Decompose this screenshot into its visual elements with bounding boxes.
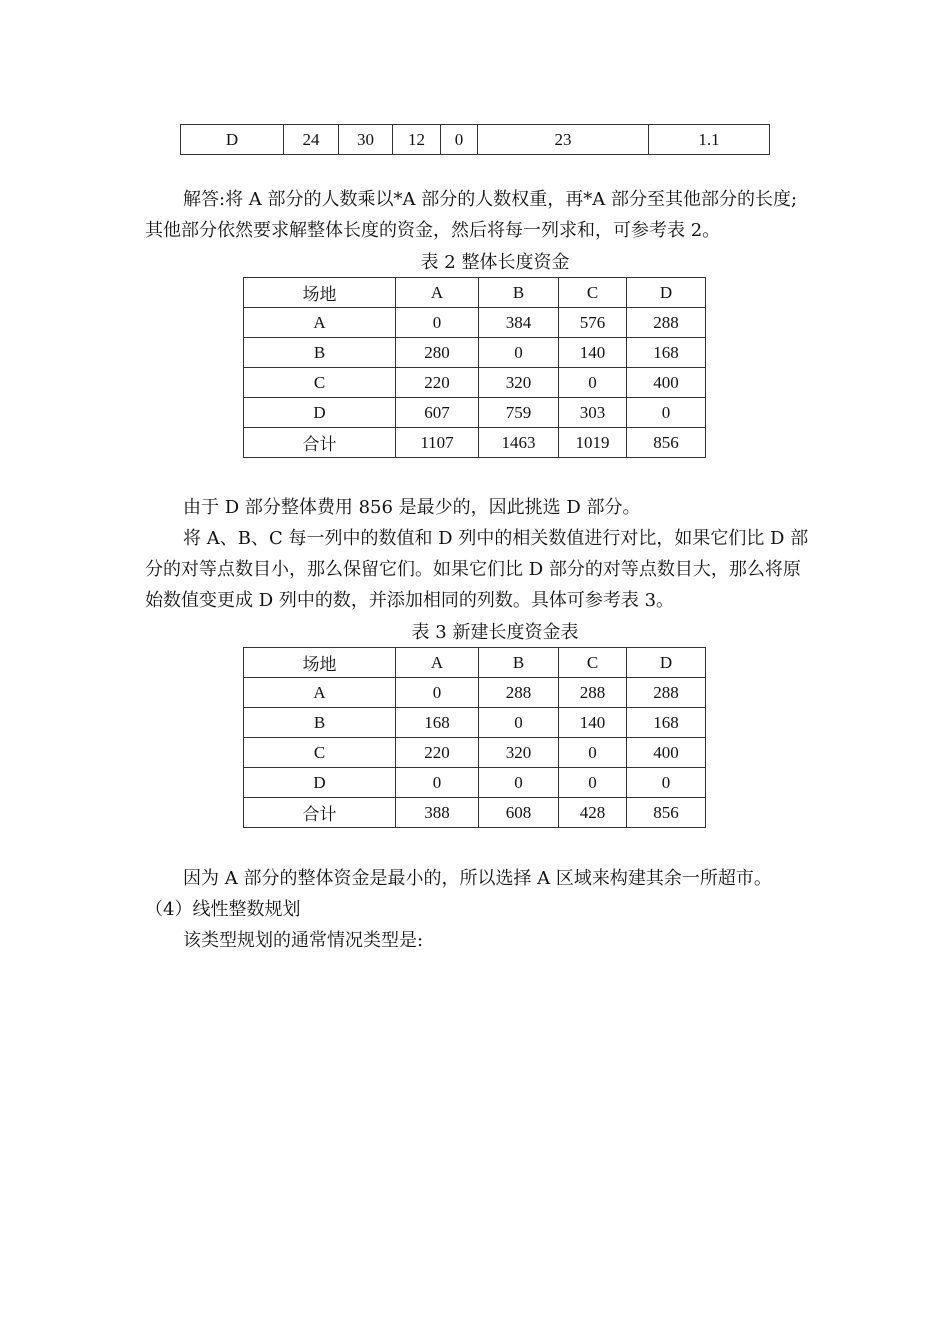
paragraph-type: 该类型规划的通常情况类型是: (183, 930, 424, 951)
table-header-cell: 场地 (244, 278, 396, 308)
table-cell: A (244, 308, 396, 338)
table-cell: 23 (478, 125, 649, 155)
table-row (244, 708, 706, 738)
table-cell: 576 (559, 308, 627, 338)
table-cell: 12 (393, 125, 441, 155)
paragraph-answer: 解答:将 A 部分的人数乘以*A 部分的人数权重，再*A 部分至其他部分的长度; 其他部分依然要求解整体长度的资金，然后将每一列求和，可参考表 2。 (145, 189, 798, 241)
table-header-cell: B (479, 278, 559, 308)
table-cell: 合计 (244, 798, 396, 828)
table-cell: 320 (479, 368, 559, 398)
table-cell: 608 (479, 798, 559, 828)
table-header-cell: C (559, 648, 627, 678)
paragraph-choose-a: 因为 A 部分的整体资金是最小的，所以选择 A 区域来构建其余一所超市。 (183, 868, 772, 889)
table-row (244, 338, 706, 368)
table-row (244, 308, 706, 338)
table-cell: 400 (627, 738, 706, 768)
table-row (244, 798, 706, 828)
table-cell: B (244, 708, 396, 738)
table-cell: B (244, 338, 396, 368)
table-cell: 288 (627, 678, 706, 708)
table-cell: 合计 (244, 428, 396, 458)
table-cell: D (181, 125, 284, 155)
table-row (244, 738, 706, 768)
paragraph-choose-d: 由于 D 部分整体费用 856 是最少的，因此挑选 D 部分。 (183, 497, 641, 518)
table-cell: 0 (396, 308, 479, 338)
table-row (244, 428, 706, 458)
table-cell: 168 (627, 708, 706, 738)
table-cell: 1019 (559, 428, 627, 458)
table-cell: C (244, 368, 396, 398)
table-cell: 30 (339, 125, 393, 155)
table-row (244, 398, 706, 428)
table-cell: 0 (559, 768, 627, 798)
table-header-cell: C (559, 278, 627, 308)
table-cell: A (244, 678, 396, 708)
section-heading: （4）线性整数规划 (145, 899, 301, 920)
table-cell: 303 (559, 398, 627, 428)
table-cell: 288 (559, 678, 627, 708)
table-cell: 140 (559, 338, 627, 368)
table-cell: 0 (559, 738, 627, 768)
table-cell: 1.1 (649, 125, 770, 155)
table-cell: 607 (396, 398, 479, 428)
table-header-cell: B (479, 648, 559, 678)
top-table (180, 124, 770, 155)
table-cell: 168 (627, 338, 706, 368)
table-cell: 0 (396, 768, 479, 798)
table-header-row (244, 648, 706, 678)
table-header-cell: 场地 (244, 648, 396, 678)
table-cell: 288 (479, 678, 559, 708)
table-row (244, 368, 706, 398)
table-cell: 0 (479, 708, 559, 738)
table-cell: 0 (627, 768, 706, 798)
table-cell: D (244, 398, 396, 428)
table-cell: 140 (559, 708, 627, 738)
table-row (244, 678, 706, 708)
table-cell: 0 (396, 678, 479, 708)
table-header-cell: A (396, 278, 479, 308)
table-cell: 220 (396, 738, 479, 768)
table2 (243, 277, 706, 458)
table-cell: 856 (627, 428, 706, 458)
table-cell: 759 (479, 398, 559, 428)
table-cell: 384 (479, 308, 559, 338)
table-cell: C (244, 738, 396, 768)
table-cell: 0 (479, 338, 559, 368)
table-header-row (244, 278, 706, 308)
table-cell: 400 (627, 368, 706, 398)
table3-caption: 表 3 新建长度资金表 (411, 622, 579, 643)
table-cell: 168 (396, 708, 479, 738)
table-cell: 1107 (396, 428, 479, 458)
table-cell: 280 (396, 338, 479, 368)
table-cell: 0 (627, 398, 706, 428)
table-cell: 1463 (479, 428, 559, 458)
table-header-cell: A (396, 648, 479, 678)
table-cell: 0 (441, 125, 478, 155)
table-header-cell: D (627, 648, 706, 678)
table-cell: 388 (396, 798, 479, 828)
table-cell: 428 (559, 798, 627, 828)
table-cell: D (244, 768, 396, 798)
table-row (244, 768, 706, 798)
table-cell: 288 (627, 308, 706, 338)
table-cell: 24 (284, 125, 339, 155)
table3 (243, 647, 706, 828)
table-cell: 0 (479, 768, 559, 798)
table-cell: 320 (479, 738, 559, 768)
paragraph-compare: 将 A、B、C 每一列中的数值和 D 列中的相关数值进行对比，如果它们比 D 部分的对等点数目小，那么保留它们。如果它们比 D 部分的对等点数目大，那么将原始数值变更成 D 列中的数，并添加相同的列数。具体可参考表 3。 (145, 528, 809, 611)
table-cell: 856 (627, 798, 706, 828)
table-row (181, 125, 770, 155)
table2-caption: 表 2 整体长度资金 (420, 252, 570, 273)
table-cell: 0 (559, 368, 627, 398)
table-header-cell: D (627, 278, 706, 308)
table-cell: 220 (396, 368, 479, 398)
